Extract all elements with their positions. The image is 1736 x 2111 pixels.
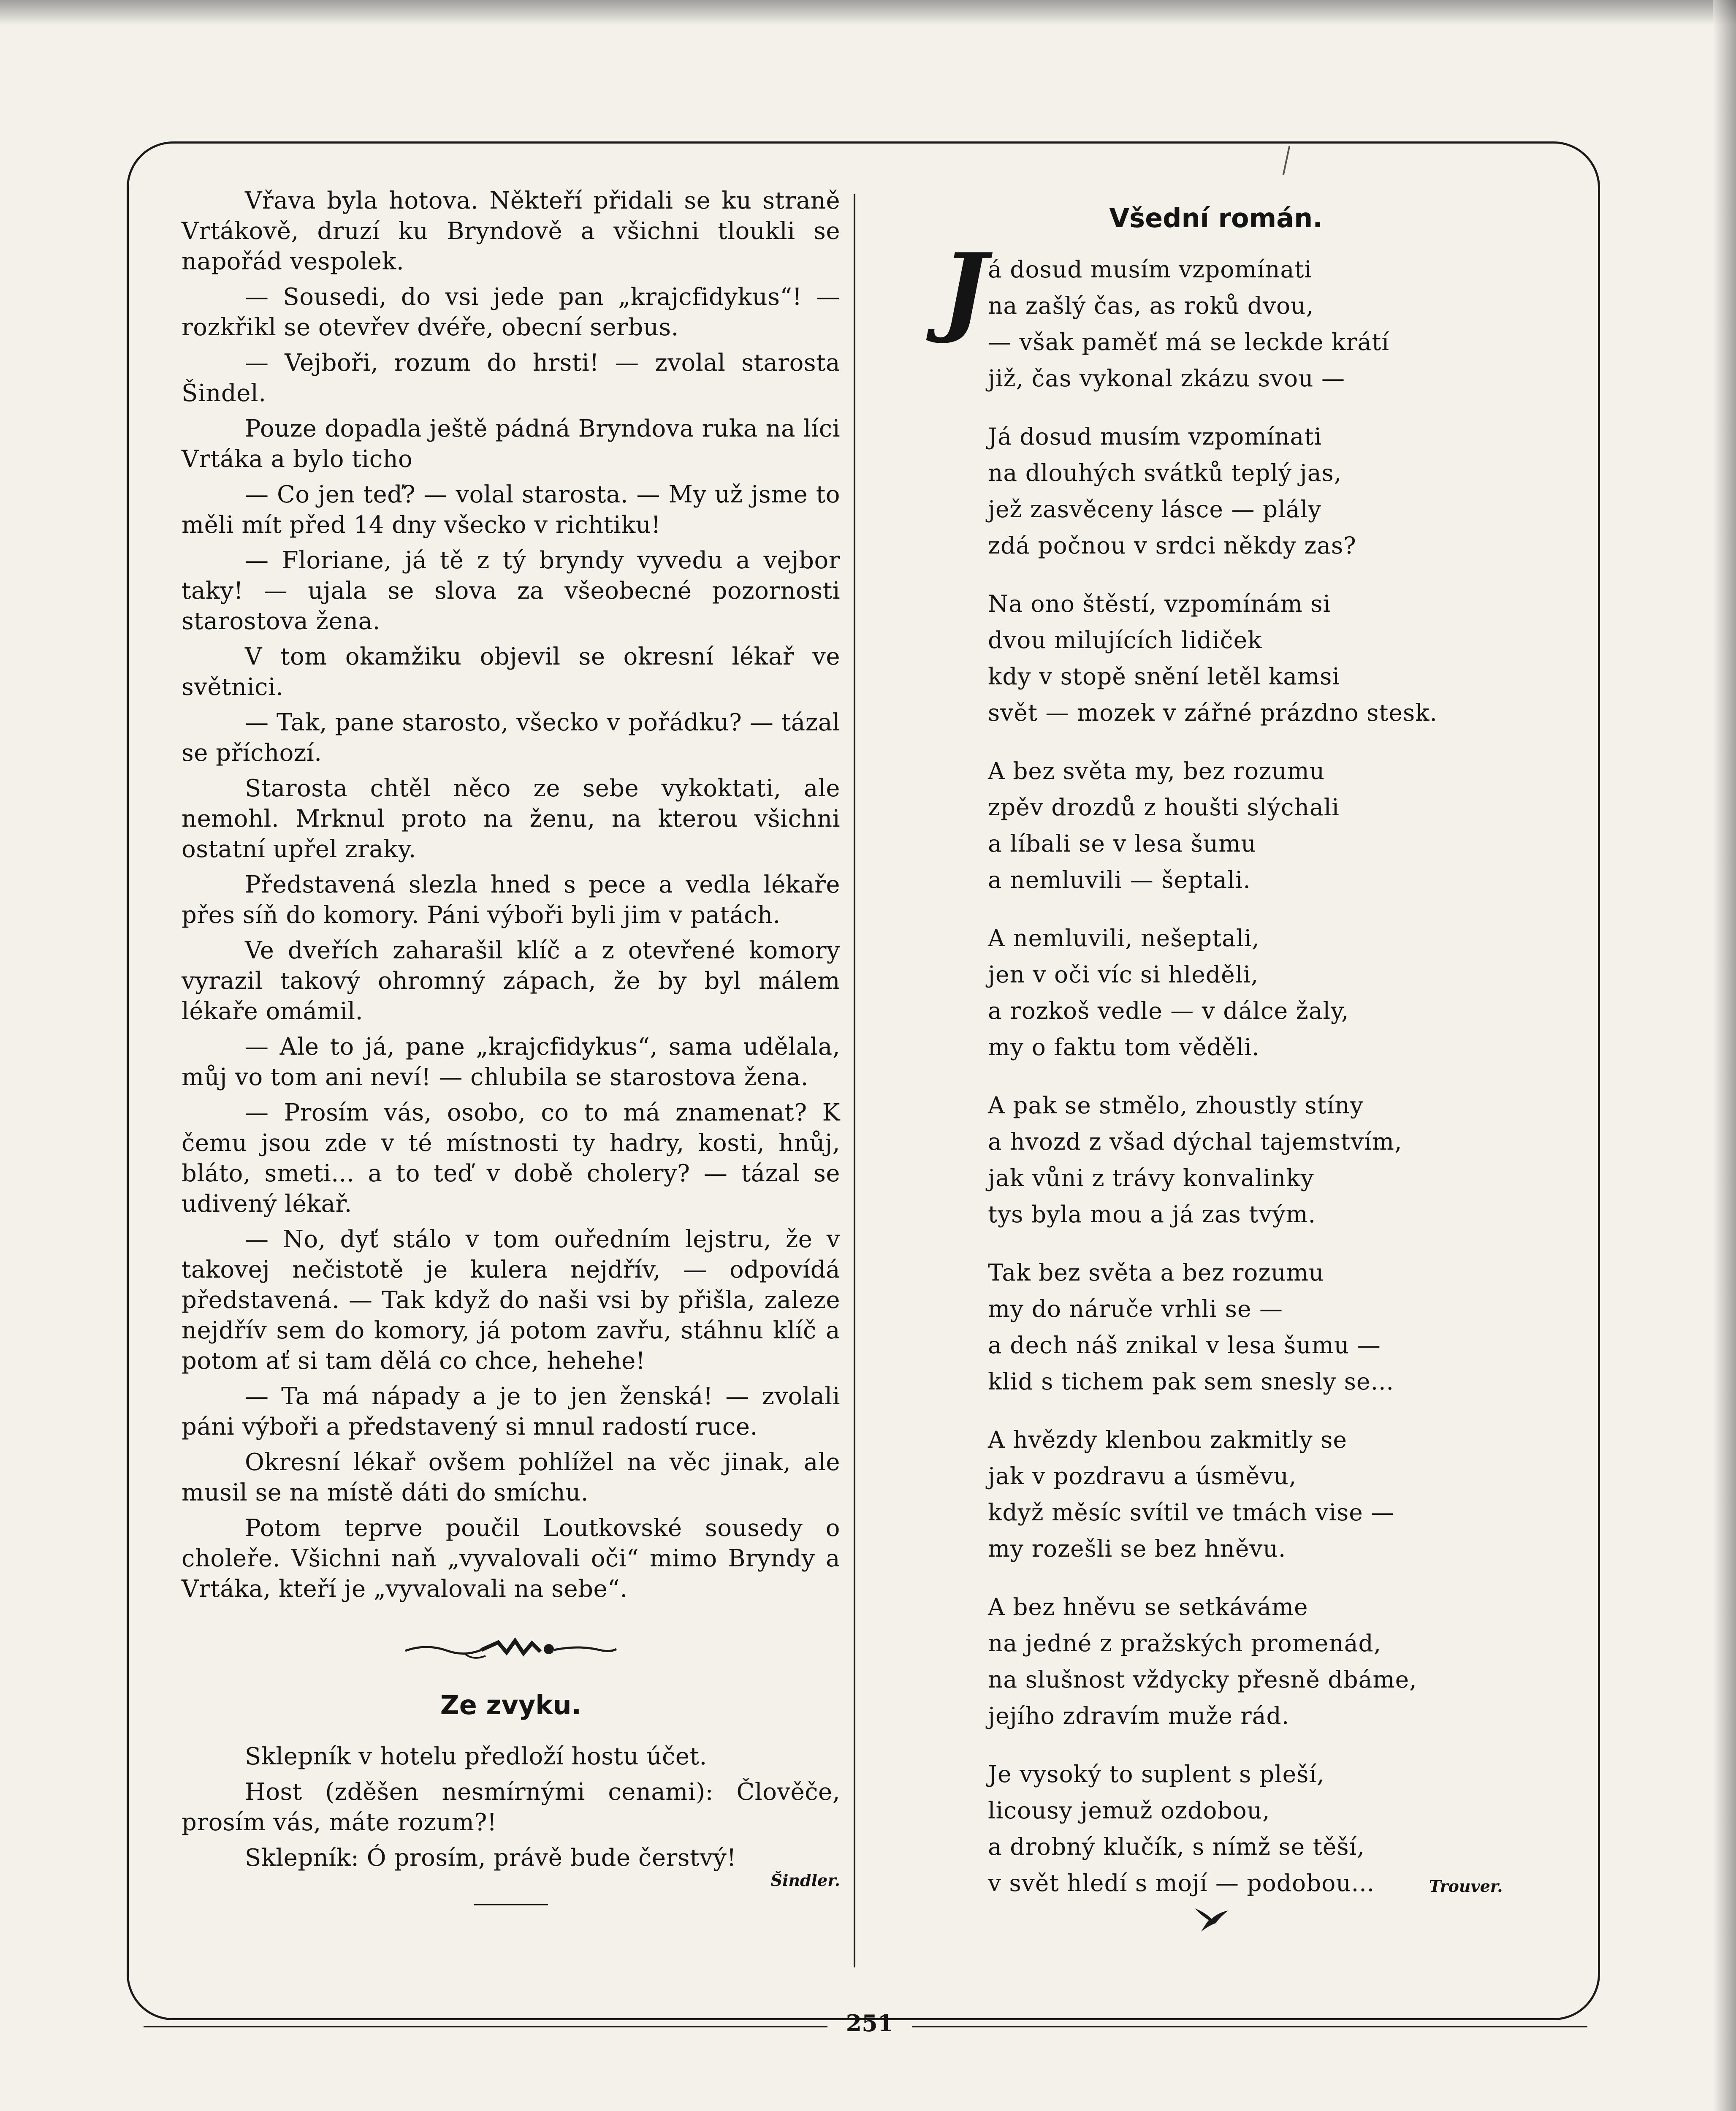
column-divider bbox=[854, 194, 855, 1967]
decorative-ornament bbox=[182, 1635, 840, 1664]
paragraph: — Ale to já, pane „krajcfidykus“, sama udělala, můj vo tom ani neví! — chlubila se starostova žena. bbox=[182, 1033, 840, 1091]
poem-line: klid s tichem pak sem snesly se... bbox=[988, 1368, 1394, 1395]
poem-line: A pak se stmělo, zhoustly stíny bbox=[988, 1092, 1364, 1119]
poem-line: my rozešli se bez hněvu. bbox=[988, 1535, 1286, 1562]
poem-stanza bbox=[916, 232, 1516, 396]
poem-line: á dosud musím vzpomínati bbox=[988, 256, 1312, 283]
poem-line: my do náruče vrhli se — bbox=[988, 1295, 1283, 1322]
poem-stanza bbox=[916, 1589, 1516, 1734]
poem-line: a hvozd z všad dýchal tajemstvím, bbox=[988, 1128, 1402, 1155]
poem-title: Všední román. bbox=[1109, 203, 1323, 233]
poem-signature: Trouver. bbox=[1429, 1877, 1503, 1896]
paragraph: Ve dveřích zaharašil klíč a z otevřené komory vyrazil takový ohromný zápach, že by byl málem lékaře omámil. bbox=[182, 937, 840, 1025]
poem-line: již, čas vykonal zkázu svou — bbox=[988, 365, 1345, 392]
poem-line: a líbali se v lesa šumu bbox=[988, 830, 1256, 857]
poem-line: a nemluvili — šeptali. bbox=[988, 866, 1251, 893]
poem-line: A bez hněvu se setkáváme bbox=[988, 1593, 1308, 1620]
poem-line: jak v pozdravu a úsměvu, bbox=[988, 1463, 1297, 1490]
swallow-vignette bbox=[1193, 1900, 1231, 1935]
paragraph: Potom teprve poučil Loutkovské sousedy o choleře. Všichni naň „vyvalovali oči“ mimo Bryndy a Vrtáka, kteří je „vyvalovali na sebe“. bbox=[182, 1514, 840, 1603]
paragraph: — Sousedi, do vsi jede pan „krajcfidykus“! — rozkřikl se otevřev dvéře, obecní serbus. bbox=[182, 283, 840, 341]
swallow-icon bbox=[1193, 1900, 1231, 1934]
paragraph: — Co jen teď? — volal starosta. — My už jsme to měli mít před 14 dny všecko v richtiku! bbox=[182, 481, 840, 539]
right-column bbox=[916, 203, 1516, 1923]
paragraph: — Floriane, já tě z tý bryndy vyvedu a vejbor taky! — ujala se slova za všeobecné pozornosti starostova žena. bbox=[182, 547, 840, 635]
page-number: 251 bbox=[846, 2010, 894, 2037]
poem-line: A nemluvili, nešeptali, bbox=[988, 925, 1260, 952]
poem-stanza bbox=[916, 1422, 1516, 1567]
poem-line: na zašlý čas, as roků dvou, bbox=[988, 292, 1314, 319]
footer-rule-left bbox=[144, 2026, 827, 2027]
anecdote-line: Sklepník v hotelu předloží hostu účet. bbox=[245, 1743, 707, 1770]
section-title: Ze zvyku. bbox=[440, 1690, 582, 1720]
paragraph: — Tak, pane starosto, všecko v pořádku? — tázal se příchozí. bbox=[182, 709, 840, 767]
left-column bbox=[182, 186, 840, 1905]
poem-line: a drobný klučík, s nímž se těší, bbox=[988, 1833, 1365, 1860]
scan-shadow-top bbox=[0, 0, 1736, 25]
poem-line: Je vysoký to suplent s pleší, bbox=[988, 1761, 1325, 1788]
drop-cap: J bbox=[941, 232, 987, 346]
poem-line: a dech náš znikal v lesa šumu — bbox=[988, 1332, 1381, 1359]
poem-line: v svět hledí s mojí — podobou... bbox=[988, 1870, 1375, 1897]
paragraph: V tom okamžiku objevil se okresní lékař ve světnici. bbox=[182, 643, 840, 701]
poem-line: jejího zdravím muže rád. bbox=[988, 1702, 1290, 1729]
paragraph: — No, dyť stálo v tom ouředním lejstru, že v takovej nečistotě je kulera nejdřív, — odpovídá představená. — Tak když do naši vsi by přišla, zaleze nejdřív sem do komory, já potom zavřu, stáhnu klíč a potom ať si tam dělá co chce, hehehe! bbox=[182, 1226, 840, 1375]
poem-line: svět — mozek v zářné prázdno stesk. bbox=[988, 699, 1438, 726]
poem-stanza bbox=[916, 586, 1516, 731]
poem-line: zpěv drozdů z houšti slýchali bbox=[988, 794, 1340, 821]
poem-line: jež zasvěceny lásce — plály bbox=[988, 496, 1322, 523]
poem-stanza bbox=[916, 1254, 1516, 1400]
poem-line: na jedné z pražských promenád, bbox=[988, 1630, 1382, 1657]
poem-line: na dlouhých svátků teplý jas, bbox=[988, 459, 1342, 486]
poem-line: Na ono štěstí, vzpomínám si bbox=[988, 590, 1331, 617]
anecdote-line: Sklepník: Ó prosím, právě bude čerstvý! bbox=[245, 1844, 737, 1872]
poem-line: tys byla mou a já zas tvým. bbox=[988, 1201, 1316, 1228]
author-signature: Šindler. bbox=[770, 1871, 840, 1890]
poem-stanza bbox=[916, 1756, 1516, 1901]
poem-line: — však paměť má se leckde krátí bbox=[988, 328, 1389, 355]
poem-stanza bbox=[916, 418, 1516, 564]
poem-line: licousy jemuž ozdobou, bbox=[988, 1797, 1270, 1824]
poem-line: jak vůni z trávy konvalinky bbox=[988, 1164, 1314, 1191]
poem-line: dvou milujících lidiček bbox=[988, 627, 1262, 654]
poem-line: kdy v stopě snění letěl kamsi bbox=[988, 663, 1340, 690]
poem-stanza bbox=[916, 1087, 1516, 1232]
footer-rule-right bbox=[912, 2026, 1587, 2027]
paragraph: Pouze dopadla ještě pádná Bryndova ruka na líci Vrtáka a bylo ticho bbox=[182, 415, 840, 473]
paragraph: — Vejboři, rozum do hrsti! — zvolal starosta Šindel. bbox=[182, 349, 840, 407]
poem-line: Já dosud musím vzpomínati bbox=[988, 423, 1322, 450]
ornament-flourish-icon bbox=[401, 1635, 621, 1664]
paragraph: Okresní lékař ovšem pohlížel na věc jinak, ale musil se na místě dáti do smíchu. bbox=[182, 1449, 840, 1506]
short-divider bbox=[474, 1904, 548, 1905]
poem-line: jen v oči víc si hleděli, bbox=[988, 961, 1259, 988]
poem-line: zdá počnou v srdci někdy zas? bbox=[988, 532, 1356, 559]
poem-stanza bbox=[916, 753, 1516, 898]
poem-line: když měsíc svítil ve tmách vise — bbox=[988, 1499, 1395, 1526]
poem-line: Tak bez světa a bez rozumu bbox=[988, 1259, 1324, 1286]
poem-line: A bez světa my, bez rozumu bbox=[988, 757, 1325, 784]
anecdote-line: Host (zděšen nesmírnými cenami): Člověče, prosím vás, máte rozum?! bbox=[182, 1778, 840, 1836]
paragraph: Představená slezla hned s pece a vedla lékaře přes síň do komory. Páni výboři byli jim v patách. bbox=[182, 871, 840, 929]
paragraph: Vřava byla hotova. Někteří přidali se ku straně Vrtákově, druzí ku Bryndově a všichni tloukli se napořád vespolek. bbox=[182, 187, 840, 275]
poem-stanza bbox=[916, 920, 1516, 1065]
paragraph: — Prosím vás, osobo, co to má znamenat? K čemu jsou zde v té místnosti ty hadry, kosti, hnůj, bláto, smeti... a to teď v době cholery? — tázal se udivený lékař. bbox=[182, 1099, 840, 1218]
poem-line: a rozkoš vedle — v dálce žaly, bbox=[988, 997, 1349, 1024]
paragraph: — Ta má nápady a je to jen ženská! — zvolali páni výboři a představený si mnul radostí ruce. bbox=[182, 1383, 840, 1441]
scan-shadow-right bbox=[1713, 0, 1736, 2111]
poem-line: na slušnost vždycky přesně dbáme, bbox=[988, 1666, 1417, 1693]
paragraph: Starosta chtěl něco ze sebe vykoktati, ale nemohl. Mrknul proto na ženu, na kterou všichni ostatní upřel zraky. bbox=[182, 775, 840, 863]
poem-line: my o faktu tom věděli. bbox=[988, 1034, 1260, 1061]
poem-line: A hvězdy klenbou zakmitly se bbox=[988, 1426, 1347, 1453]
